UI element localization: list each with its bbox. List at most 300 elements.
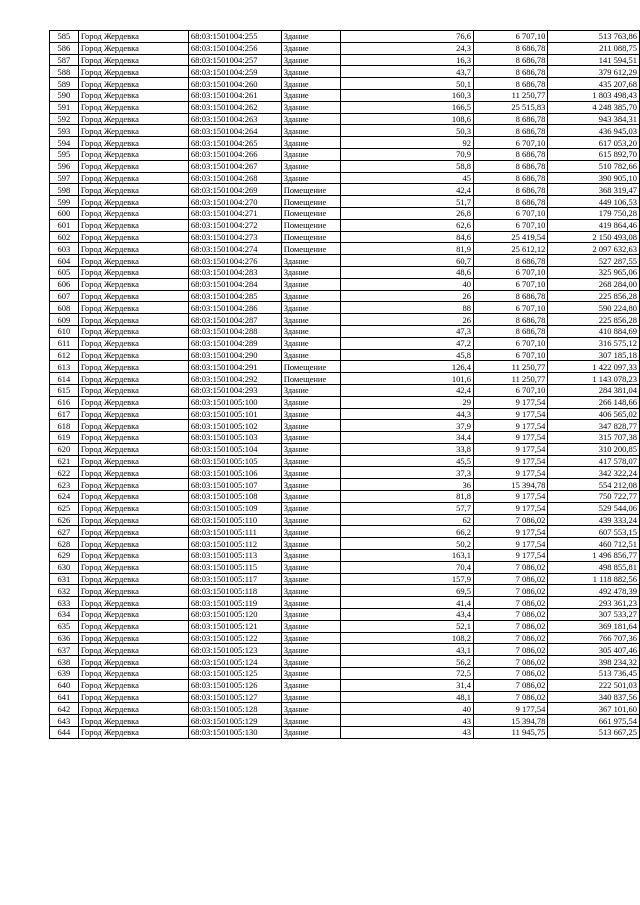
cadastral-number-cell: 68:03:1501004:256 bbox=[188, 42, 281, 54]
cadastral-value-cell: 527 287,55 bbox=[548, 255, 640, 267]
row-number-cell: 625 bbox=[50, 502, 79, 514]
object-type-cell: Здание bbox=[281, 137, 340, 149]
table-row bbox=[50, 526, 640, 538]
object-type-cell: Помещение bbox=[281, 231, 340, 243]
table-row bbox=[50, 113, 640, 125]
table-row bbox=[50, 373, 640, 385]
cadastral-value-cell: 141 594,51 bbox=[548, 54, 640, 66]
area-cell: 108,2 bbox=[340, 632, 474, 644]
municipality-cell: Город Жердевка bbox=[78, 361, 188, 373]
cadastral-number-cell: 68:03:1501005:107 bbox=[188, 479, 281, 491]
cadastral-value-cell: 513 736,45 bbox=[548, 668, 640, 680]
municipality-cell: Город Жердевка bbox=[78, 396, 188, 408]
cadastral-number-cell: 68:03:1501004:276 bbox=[188, 255, 281, 267]
municipality-cell: Город Жердевка bbox=[78, 656, 188, 668]
municipality-cell: Город Жердевка bbox=[78, 125, 188, 137]
cadastral-value-cell: 492 478,39 bbox=[548, 585, 640, 597]
municipality-cell: Город Жердевка bbox=[78, 585, 188, 597]
cadastral-number-cell: 68:03:1501005:102 bbox=[188, 420, 281, 432]
cadastral-value-cell: 179 750,28 bbox=[548, 207, 640, 219]
table-row bbox=[50, 160, 640, 172]
row-number-cell: 597 bbox=[50, 172, 79, 184]
table-row bbox=[50, 184, 640, 196]
row-number-cell: 600 bbox=[50, 207, 79, 219]
row-number-cell: 619 bbox=[50, 432, 79, 444]
table-row bbox=[50, 408, 640, 420]
cadastral-number-cell: 68:03:1501005:119 bbox=[188, 597, 281, 609]
municipality-cell: Город Жердевка bbox=[78, 467, 188, 479]
cadastral-number-cell: 68:03:1501004:260 bbox=[188, 78, 281, 90]
unit-value-cell: 9 177,54 bbox=[474, 550, 548, 562]
cadastral-value-cell: 513 763,86 bbox=[548, 31, 640, 43]
cadastral-number-cell: 68:03:1501005:100 bbox=[188, 396, 281, 408]
municipality-cell: Город Жердевка bbox=[78, 727, 188, 739]
table-row bbox=[50, 101, 640, 113]
row-number-cell: 643 bbox=[50, 715, 79, 727]
table-row bbox=[50, 243, 640, 255]
municipality-cell: Город Жердевка bbox=[78, 609, 188, 621]
row-number-cell: 594 bbox=[50, 137, 79, 149]
object-type-cell: Здание bbox=[281, 278, 340, 290]
row-number-cell: 598 bbox=[50, 184, 79, 196]
row-number-cell: 640 bbox=[50, 679, 79, 691]
cadastral-value-cell: 390 905,10 bbox=[548, 172, 640, 184]
object-type-cell: Здание bbox=[281, 538, 340, 550]
object-type-cell: Здание bbox=[281, 420, 340, 432]
table-row bbox=[50, 420, 640, 432]
object-type-cell: Здание bbox=[281, 644, 340, 656]
cadastral-number-cell: 68:03:1501005:130 bbox=[188, 727, 281, 739]
area-cell: 37,3 bbox=[340, 467, 474, 479]
object-type-cell: Помещение bbox=[281, 361, 340, 373]
unit-value-cell: 7 086,02 bbox=[474, 644, 548, 656]
unit-value-cell: 9 177,54 bbox=[474, 396, 548, 408]
cadastral-value-cell: 225 856,28 bbox=[548, 314, 640, 326]
object-type-cell: Здание bbox=[281, 727, 340, 739]
table-row bbox=[50, 715, 640, 727]
area-cell: 43 bbox=[340, 727, 474, 739]
area-cell: 26,8 bbox=[340, 207, 474, 219]
municipality-cell: Город Жердевка bbox=[78, 325, 188, 337]
municipality-cell: Город Жердевка bbox=[78, 66, 188, 78]
object-type-cell: Помещение bbox=[281, 219, 340, 231]
table-row bbox=[50, 231, 640, 243]
municipality-cell: Город Жердевка bbox=[78, 302, 188, 314]
cadastral-number-cell: 68:03:1501005:104 bbox=[188, 443, 281, 455]
row-number-cell: 626 bbox=[50, 514, 79, 526]
area-cell: 62 bbox=[340, 514, 474, 526]
area-cell: 37,9 bbox=[340, 420, 474, 432]
table-row bbox=[50, 679, 640, 691]
unit-value-cell: 7 086,02 bbox=[474, 679, 548, 691]
unit-value-cell: 8 686,78 bbox=[474, 172, 548, 184]
row-number-cell: 632 bbox=[50, 585, 79, 597]
municipality-cell: Город Жердевка bbox=[78, 620, 188, 632]
table-row bbox=[50, 337, 640, 349]
object-type-cell: Здание bbox=[281, 597, 340, 609]
cadastral-value-cell: 268 284,00 bbox=[548, 278, 640, 290]
area-cell: 166,5 bbox=[340, 101, 474, 113]
cadastral-value-cell: 284 381,04 bbox=[548, 384, 640, 396]
cadastral-value-cell: 1 496 856,77 bbox=[548, 550, 640, 562]
object-type-cell: Здание bbox=[281, 54, 340, 66]
area-cell: 45,8 bbox=[340, 349, 474, 361]
municipality-cell: Город Жердевка bbox=[78, 668, 188, 680]
area-cell: 43,1 bbox=[340, 644, 474, 656]
cadastral-value-cell: 266 148,66 bbox=[548, 396, 640, 408]
cadastral-number-cell: 68:03:1501005:124 bbox=[188, 656, 281, 668]
table-row bbox=[50, 656, 640, 668]
municipality-cell: Город Жердевка bbox=[78, 207, 188, 219]
municipality-cell: Город Жердевка bbox=[78, 89, 188, 101]
municipality-cell: Город Жердевка bbox=[78, 384, 188, 396]
area-cell: 60,7 bbox=[340, 255, 474, 267]
object-type-cell: Здание bbox=[281, 172, 340, 184]
object-type-cell: Здание bbox=[281, 337, 340, 349]
table-row bbox=[50, 597, 640, 609]
object-type-cell: Помещение bbox=[281, 373, 340, 385]
object-type-cell: Здание bbox=[281, 42, 340, 54]
table-row bbox=[50, 573, 640, 585]
row-number-cell: 589 bbox=[50, 78, 79, 90]
municipality-cell: Город Жердевка bbox=[78, 113, 188, 125]
object-type-cell: Здание bbox=[281, 408, 340, 420]
municipality-cell: Город Жердевка bbox=[78, 526, 188, 538]
municipality-cell: Город Жердевка bbox=[78, 290, 188, 302]
row-number-cell: 636 bbox=[50, 632, 79, 644]
unit-value-cell: 25 515,83 bbox=[474, 101, 548, 113]
area-cell: 42,4 bbox=[340, 384, 474, 396]
municipality-cell: Город Жердевка bbox=[78, 196, 188, 208]
unit-value-cell: 8 686,78 bbox=[474, 255, 548, 267]
unit-value-cell: 9 177,54 bbox=[474, 491, 548, 503]
row-number-cell: 614 bbox=[50, 373, 79, 385]
table-row bbox=[50, 125, 640, 137]
table-row bbox=[50, 467, 640, 479]
area-cell: 48,1 bbox=[340, 691, 474, 703]
cadastral-number-cell: 68:03:1501004:270 bbox=[188, 196, 281, 208]
table-row bbox=[50, 325, 640, 337]
unit-value-cell: 8 686,78 bbox=[474, 314, 548, 326]
object-type-cell: Здание bbox=[281, 89, 340, 101]
table-row bbox=[50, 172, 640, 184]
cadastral-number-cell: 68:03:1501005:110 bbox=[188, 514, 281, 526]
object-type-cell: Здание bbox=[281, 396, 340, 408]
cadastral-number-cell: 68:03:1501005:109 bbox=[188, 502, 281, 514]
object-type-cell: Здание bbox=[281, 266, 340, 278]
object-type-cell: Здание bbox=[281, 632, 340, 644]
cadastral-number-cell: 68:03:1501004:261 bbox=[188, 89, 281, 101]
unit-value-cell: 6 707,10 bbox=[474, 266, 548, 278]
unit-value-cell: 9 177,54 bbox=[474, 526, 548, 538]
municipality-cell: Город Жердевка bbox=[78, 632, 188, 644]
table-body bbox=[50, 31, 640, 739]
area-cell: 42,4 bbox=[340, 184, 474, 196]
municipality-cell: Город Жердевка bbox=[78, 502, 188, 514]
cadastral-number-cell: 68:03:1501005:108 bbox=[188, 491, 281, 503]
table-row bbox=[50, 54, 640, 66]
area-cell: 43,7 bbox=[340, 66, 474, 78]
area-cell: 24,3 bbox=[340, 42, 474, 54]
cadastral-number-cell: 68:03:1501005:123 bbox=[188, 644, 281, 656]
cadastral-value-cell: 368 319,47 bbox=[548, 184, 640, 196]
cadastral-number-cell: 68:03:1501005:101 bbox=[188, 408, 281, 420]
cadastral-value-cell: 498 855,81 bbox=[548, 561, 640, 573]
table-row bbox=[50, 290, 640, 302]
table-row bbox=[50, 148, 640, 160]
unit-value-cell: 7 086,02 bbox=[474, 573, 548, 585]
unit-value-cell: 9 177,54 bbox=[474, 703, 548, 715]
row-number-cell: 629 bbox=[50, 550, 79, 562]
cadastral-value-cell: 615 892,70 bbox=[548, 148, 640, 160]
cadastral-number-cell: 68:03:1501004:263 bbox=[188, 113, 281, 125]
object-type-cell: Здание bbox=[281, 290, 340, 302]
area-cell: 81,8 bbox=[340, 491, 474, 503]
municipality-cell: Город Жердевка bbox=[78, 691, 188, 703]
row-number-cell: 601 bbox=[50, 219, 79, 231]
area-cell: 76,6 bbox=[340, 31, 474, 43]
municipality-cell: Город Жердевка bbox=[78, 137, 188, 149]
municipality-cell: Город Жердевка bbox=[78, 31, 188, 43]
municipality-cell: Город Жердевка bbox=[78, 278, 188, 290]
cadastral-number-cell: 68:03:1501004:267 bbox=[188, 160, 281, 172]
municipality-cell: Город Жердевка bbox=[78, 255, 188, 267]
unit-value-cell: 9 177,54 bbox=[474, 408, 548, 420]
object-type-cell: Здание bbox=[281, 160, 340, 172]
unit-value-cell: 6 707,10 bbox=[474, 337, 548, 349]
municipality-cell: Город Жердевка bbox=[78, 219, 188, 231]
municipality-cell: Город Жердевка bbox=[78, 184, 188, 196]
area-cell: 69,5 bbox=[340, 585, 474, 597]
unit-value-cell: 9 177,54 bbox=[474, 467, 548, 479]
unit-value-cell: 9 177,54 bbox=[474, 420, 548, 432]
unit-value-cell: 7 086,02 bbox=[474, 585, 548, 597]
cadastral-number-cell: 68:03:1501004:269 bbox=[188, 184, 281, 196]
cadastral-value-cell: 436 945,03 bbox=[548, 125, 640, 137]
cadastral-value-cell: 449 106,53 bbox=[548, 196, 640, 208]
unit-value-cell: 25 612,12 bbox=[474, 243, 548, 255]
table-row bbox=[50, 361, 640, 373]
unit-value-cell: 9 177,54 bbox=[474, 432, 548, 444]
unit-value-cell: 6 707,10 bbox=[474, 384, 548, 396]
cadastral-number-cell: 68:03:1501005:125 bbox=[188, 668, 281, 680]
table-row bbox=[50, 89, 640, 101]
row-number-cell: 639 bbox=[50, 668, 79, 680]
area-cell: 163,1 bbox=[340, 550, 474, 562]
municipality-cell: Город Жердевка bbox=[78, 573, 188, 585]
area-cell: 40 bbox=[340, 278, 474, 290]
cadastral-number-cell: 68:03:1501004:257 bbox=[188, 54, 281, 66]
table-row bbox=[50, 443, 640, 455]
object-type-cell: Здание bbox=[281, 668, 340, 680]
unit-value-cell: 8 686,78 bbox=[474, 148, 548, 160]
cadastral-value-cell: 315 707,38 bbox=[548, 432, 640, 444]
table-row bbox=[50, 479, 640, 491]
area-cell: 81,9 bbox=[340, 243, 474, 255]
object-type-cell: Здание bbox=[281, 573, 340, 585]
unit-value-cell: 6 707,10 bbox=[474, 207, 548, 219]
object-type-cell: Здание bbox=[281, 514, 340, 526]
area-cell: 45,5 bbox=[340, 455, 474, 467]
row-number-cell: 615 bbox=[50, 384, 79, 396]
cadastral-value-cell: 460 712,51 bbox=[548, 538, 640, 550]
unit-value-cell: 7 086,02 bbox=[474, 597, 548, 609]
table-row bbox=[50, 644, 640, 656]
unit-value-cell: 8 686,78 bbox=[474, 160, 548, 172]
cadastral-number-cell: 68:03:1501005:127 bbox=[188, 691, 281, 703]
cadastral-value-cell: 419 864,46 bbox=[548, 219, 640, 231]
municipality-cell: Город Жердевка bbox=[78, 479, 188, 491]
cadastral-value-cell: 1 118 882,56 bbox=[548, 573, 640, 585]
row-number-cell: 599 bbox=[50, 196, 79, 208]
area-cell: 70,4 bbox=[340, 561, 474, 573]
municipality-cell: Город Жердевка bbox=[78, 160, 188, 172]
object-type-cell: Здание bbox=[281, 66, 340, 78]
object-type-cell: Здание bbox=[281, 31, 340, 43]
cadastral-number-cell: 68:03:1501004:284 bbox=[188, 278, 281, 290]
cadastral-number-cell: 68:03:1501005:118 bbox=[188, 585, 281, 597]
row-number-cell: 631 bbox=[50, 573, 79, 585]
cadastral-number-cell: 68:03:1501004:266 bbox=[188, 148, 281, 160]
area-cell: 43 bbox=[340, 715, 474, 727]
municipality-cell: Город Жердевка bbox=[78, 597, 188, 609]
area-cell: 40 bbox=[340, 703, 474, 715]
municipality-cell: Город Жердевка bbox=[78, 408, 188, 420]
object-type-cell: Здание bbox=[281, 620, 340, 632]
row-number-cell: 624 bbox=[50, 491, 79, 503]
cadastral-value-cell: 529 544,06 bbox=[548, 502, 640, 514]
row-number-cell: 585 bbox=[50, 31, 79, 43]
cadastral-value-cell: 2 097 632,63 bbox=[548, 243, 640, 255]
row-number-cell: 617 bbox=[50, 408, 79, 420]
table-row bbox=[50, 502, 640, 514]
row-number-cell: 641 bbox=[50, 691, 79, 703]
area-cell: 34,4 bbox=[340, 432, 474, 444]
table-row bbox=[50, 620, 640, 632]
row-number-cell: 592 bbox=[50, 113, 79, 125]
table-row bbox=[50, 432, 640, 444]
object-type-cell: Здание bbox=[281, 384, 340, 396]
cadastral-value-cell: 4 248 385,70 bbox=[548, 101, 640, 113]
table-row bbox=[50, 538, 640, 550]
area-cell: 92 bbox=[340, 137, 474, 149]
unit-value-cell: 9 177,54 bbox=[474, 502, 548, 514]
cadastral-number-cell: 68:03:1501004:287 bbox=[188, 314, 281, 326]
area-cell: 84,6 bbox=[340, 231, 474, 243]
cadastral-value-cell: 513 667,25 bbox=[548, 727, 640, 739]
area-cell: 52,1 bbox=[340, 620, 474, 632]
table-row bbox=[50, 255, 640, 267]
unit-value-cell: 7 086,02 bbox=[474, 656, 548, 668]
cadastral-value-cell: 342 322,24 bbox=[548, 467, 640, 479]
object-type-cell: Здание bbox=[281, 443, 340, 455]
table-row bbox=[50, 42, 640, 54]
unit-value-cell: 7 086,02 bbox=[474, 514, 548, 526]
table-row bbox=[50, 632, 640, 644]
cadastral-number-cell: 68:03:1501004:292 bbox=[188, 373, 281, 385]
object-type-cell: Здание bbox=[281, 349, 340, 361]
cadastral-value-cell: 310 200,85 bbox=[548, 443, 640, 455]
area-cell: 43,4 bbox=[340, 609, 474, 621]
cadastral-number-cell: 68:03:1501005:105 bbox=[188, 455, 281, 467]
cadastral-number-cell: 68:03:1501005:112 bbox=[188, 538, 281, 550]
cadastral-value-cell: 325 965,06 bbox=[548, 266, 640, 278]
municipality-cell: Город Жердевка bbox=[78, 644, 188, 656]
cadastral-number-cell: 68:03:1501004:262 bbox=[188, 101, 281, 113]
object-type-cell: Здание bbox=[281, 703, 340, 715]
unit-value-cell: 15 394,78 bbox=[474, 479, 548, 491]
table-row bbox=[50, 668, 640, 680]
row-number-cell: 621 bbox=[50, 455, 79, 467]
row-number-cell: 608 bbox=[50, 302, 79, 314]
cadastral-value-cell: 510 782,66 bbox=[548, 160, 640, 172]
row-number-cell: 628 bbox=[50, 538, 79, 550]
row-number-cell: 604 bbox=[50, 255, 79, 267]
cadastral-value-cell: 307 185,18 bbox=[548, 349, 640, 361]
table-row bbox=[50, 455, 640, 467]
table-row bbox=[50, 78, 640, 90]
municipality-cell: Город Жердевка bbox=[78, 231, 188, 243]
table-row bbox=[50, 302, 640, 314]
cadastral-number-cell: 68:03:1501004:285 bbox=[188, 290, 281, 302]
row-number-cell: 610 bbox=[50, 325, 79, 337]
area-cell: 26 bbox=[340, 314, 474, 326]
area-cell: 126,4 bbox=[340, 361, 474, 373]
area-cell: 66,2 bbox=[340, 526, 474, 538]
unit-value-cell: 9 177,54 bbox=[474, 538, 548, 550]
municipality-cell: Город Жердевка bbox=[78, 420, 188, 432]
cadastral-number-cell: 68:03:1501004:264 bbox=[188, 125, 281, 137]
cadastral-value-table bbox=[49, 30, 640, 739]
cadastral-value-cell: 222 501,03 bbox=[548, 679, 640, 691]
row-number-cell: 618 bbox=[50, 420, 79, 432]
object-type-cell: Здание bbox=[281, 148, 340, 160]
table-row bbox=[50, 727, 640, 739]
cadastral-number-cell: 68:03:1501004:255 bbox=[188, 31, 281, 43]
row-number-cell: 622 bbox=[50, 467, 79, 479]
cadastral-value-cell: 307 533,27 bbox=[548, 609, 640, 621]
table-row bbox=[50, 396, 640, 408]
municipality-cell: Город Жердевка bbox=[78, 514, 188, 526]
unit-value-cell: 9 177,54 bbox=[474, 443, 548, 455]
cadastral-number-cell: 68:03:1501004:288 bbox=[188, 325, 281, 337]
area-cell: 47,3 bbox=[340, 325, 474, 337]
row-number-cell: 590 bbox=[50, 89, 79, 101]
cadastral-number-cell: 68:03:1501005:117 bbox=[188, 573, 281, 585]
row-number-cell: 595 bbox=[50, 148, 79, 160]
cadastral-number-cell: 68:03:1501004:273 bbox=[188, 231, 281, 243]
municipality-cell: Город Жердевка bbox=[78, 337, 188, 349]
object-type-cell: Здание bbox=[281, 502, 340, 514]
unit-value-cell: 6 707,10 bbox=[474, 31, 548, 43]
unit-value-cell: 8 686,78 bbox=[474, 42, 548, 54]
unit-value-cell: 6 707,10 bbox=[474, 349, 548, 361]
row-number-cell: 586 bbox=[50, 42, 79, 54]
object-type-cell: Помещение bbox=[281, 184, 340, 196]
area-cell: 51,7 bbox=[340, 196, 474, 208]
cadastral-number-cell: 68:03:1501004:268 bbox=[188, 172, 281, 184]
row-number-cell: 623 bbox=[50, 479, 79, 491]
cadastral-value-cell: 943 384,31 bbox=[548, 113, 640, 125]
row-number-cell: 633 bbox=[50, 597, 79, 609]
area-cell: 108,6 bbox=[340, 113, 474, 125]
object-type-cell: Здание bbox=[281, 585, 340, 597]
object-type-cell: Здание bbox=[281, 101, 340, 113]
cadastral-number-cell: 68:03:1501005:120 bbox=[188, 609, 281, 621]
municipality-cell: Город Жердевка bbox=[78, 538, 188, 550]
object-type-cell: Здание bbox=[281, 561, 340, 573]
cadastral-value-cell: 661 975,54 bbox=[548, 715, 640, 727]
